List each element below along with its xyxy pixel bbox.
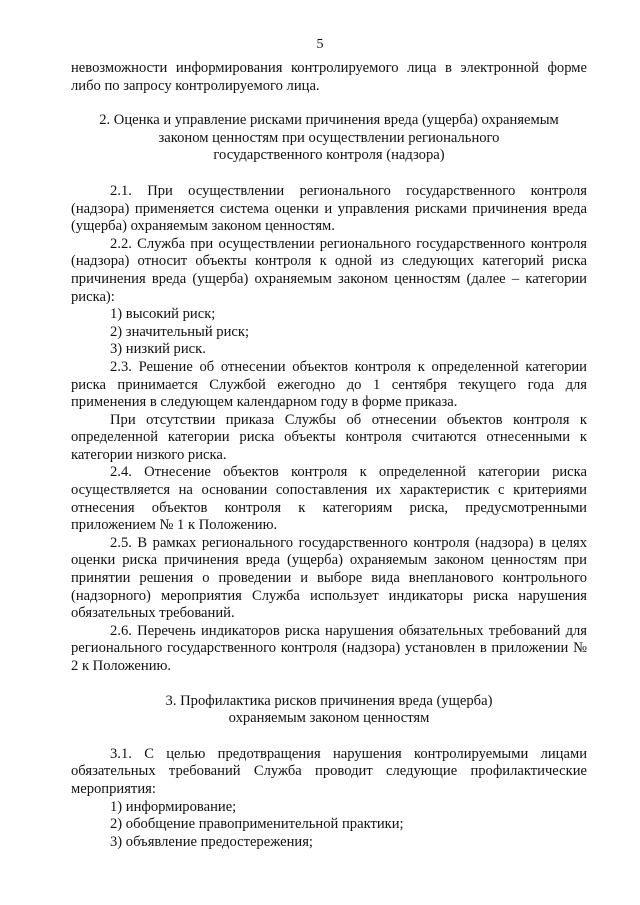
paragraph-2-2: 2.2. Служба при осуществлении регионального государственного контроля (надзора) относит объекты контроля к одной из следующих категорий риска причинения вреда (ущерба) охраняемым законом ценностям (далее – категории риска): xyxy=(71,235,587,305)
measure-item: 3) объявление предостережения; xyxy=(110,833,313,850)
risk-category-item: 1) высокий риск; xyxy=(110,306,216,323)
section-3-heading-line: охраняемым законом ценностям xyxy=(228,710,430,727)
spacer xyxy=(71,728,587,746)
risk-category-item: 3) низкий риск. xyxy=(110,341,206,358)
section-2-heading-line: 2. Оценка и управление рисками причинения вреда (ущерба) охраняемым xyxy=(99,112,559,129)
paragraph-2-6: 2.6. Перечень индикаторов риска нарушения обязательных требований для регионального государственного контроля (надзора) установлен в приложении № 2 к Положению. xyxy=(71,622,587,674)
section-2-heading xyxy=(71,112,587,165)
measure-item: 2) обобщение правоприменительной практики; xyxy=(110,816,404,833)
section-2-heading-line: государственного контроля (надзора) xyxy=(213,147,445,164)
paragraph-2-5: 2.5. В рамках регионального государственного контроля (надзора) в целях оценки риска причинения вреда (ущерба) охраняемым законом ценностям при принятии решения о проведении и выборе вида внепланового контрольного (надзорного) мероприятия Служба использует индикаторы риска нарушения обязательных требований. xyxy=(71,534,587,622)
risk-category-item: 2) значительный риск; xyxy=(110,323,250,340)
intro-paragraph: невозможности информирования контролируемого лица в электронной форме либо по запросу контролируемого лица. xyxy=(71,60,587,94)
section-3-heading xyxy=(71,693,587,728)
spacer xyxy=(71,95,587,112)
section-3-heading-line: 3. Профилактика рисков причинения вреда (ущерба) xyxy=(165,692,493,709)
paragraph-3-1: 3.1. С целью предотвращения нарушения контролируемыми лицами обязательных требований Служба проводит следующие профилактические мероприятия: xyxy=(71,745,587,797)
spacer xyxy=(71,165,587,183)
spacer xyxy=(71,676,587,693)
paragraph-2-3-continuation: При отсутствии приказа Службы об отнесении объектов контроля к определенной категории риска объекты контроля считаются отнесенными к категории низкого риска. xyxy=(71,411,587,463)
page-number: 5 xyxy=(316,37,324,52)
paragraph-2-4: 2.4. Отнесение объектов контроля к определенной категории риска осуществляется на основании сопоставления их характеристик с критериями отнесения объектов контроля к категориям риска, предусмотренными приложением № 1 к Положению. xyxy=(71,464,587,534)
section-2-heading-line: законом ценностям при осуществлении регионального xyxy=(158,129,500,146)
document-body xyxy=(71,60,587,851)
paragraph-2-1: 2.1. При осуществлении регионального государственного контроля (надзора) применяется система оценки и управления рисками причинения вреда (ущерба) охраняемым законом ценностям. xyxy=(71,182,587,235)
paragraph-2-3: 2.3. Решение об отнесении объектов контроля к определенной категории риска принимается Службой ежегодно до 1 сентября текущего года для применения в следующем календарном году в форме приказа. xyxy=(71,358,587,411)
measure-item: 1) информирование; xyxy=(110,798,237,815)
